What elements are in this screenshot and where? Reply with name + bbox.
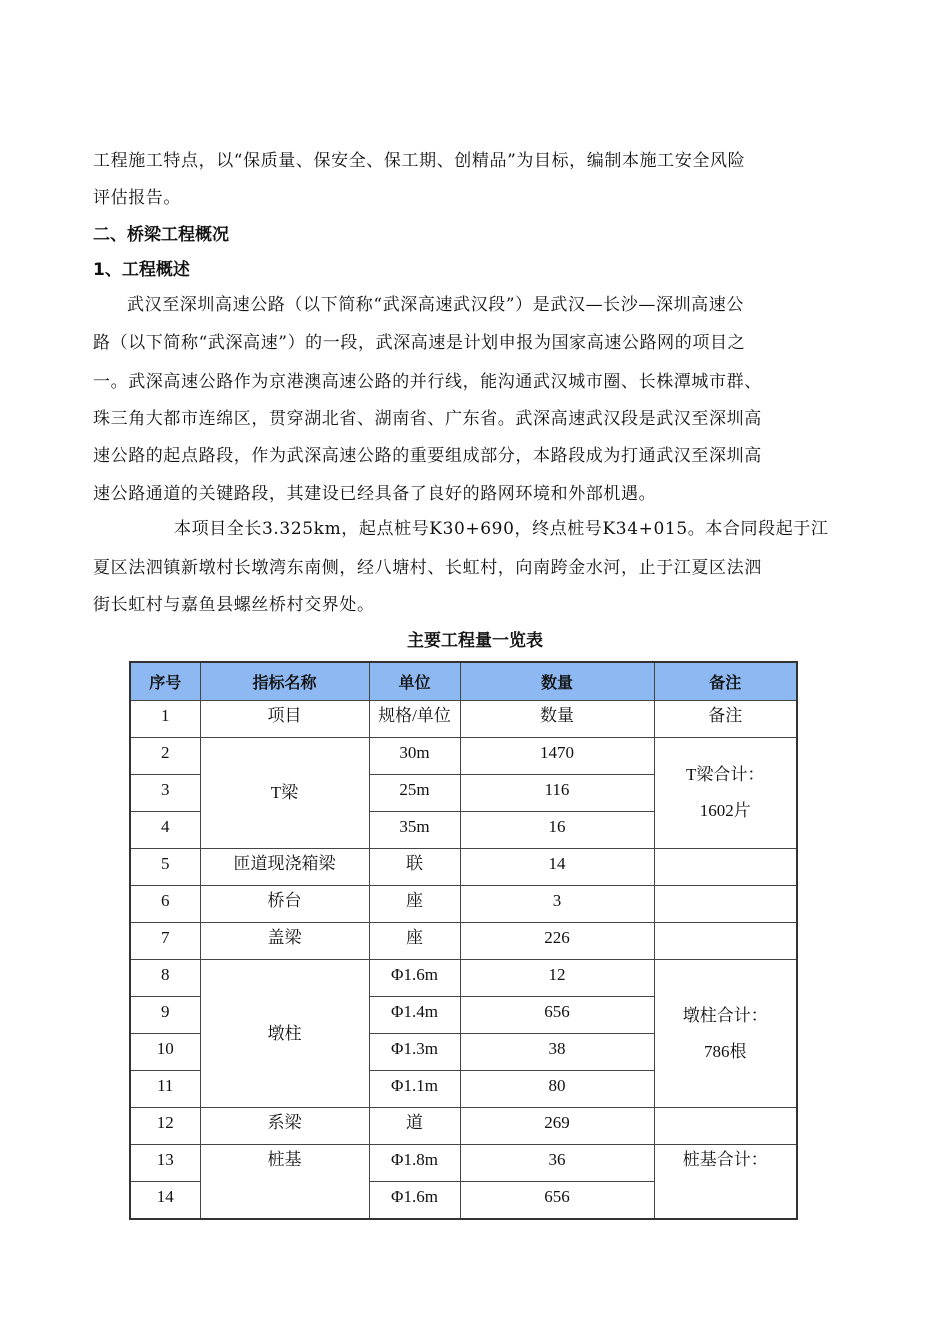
cell-name-merged: T梁 — [200, 738, 369, 849]
overview-line-5: 速公路的起点路段，作为武深高速公路的重要组成部分，本路段成为打通武汉至深圳高 — [93, 446, 762, 466]
cell-unit: 联 — [369, 849, 460, 886]
cell-note-merged — [654, 738, 797, 849]
cell-qty: 269 — [460, 1108, 654, 1145]
cell-qty: 36 — [460, 1145, 654, 1182]
cell-unit: 座 — [369, 886, 460, 923]
header-name: 指标名称 — [200, 662, 369, 701]
table-row — [130, 886, 797, 923]
cell-qty: 3 — [460, 886, 654, 923]
overview-line-4: 珠三角大都市连绵区，贯穿湖北省、湖南省、广东省。武深高速武汉段是武汉至深圳高 — [93, 409, 762, 429]
note-total-label: T梁合计： — [686, 765, 765, 784]
header-qty: 数量 — [460, 662, 654, 701]
cell-qty: 80 — [460, 1071, 654, 1108]
cell-qty: 226 — [460, 923, 654, 960]
table-row — [130, 960, 797, 997]
cell-no: 3 — [130, 775, 200, 812]
table-row — [130, 849, 797, 886]
cell-no: 5 — [130, 849, 200, 886]
cell-unit: 座 — [369, 923, 460, 960]
note-total-label: 墩柱合计： — [682, 1005, 768, 1025]
cell-qty: 12 — [460, 960, 654, 997]
cell-no: 9 — [130, 997, 200, 1034]
table-caption: 主要工程量一览表 — [407, 631, 543, 651]
cell-note — [654, 849, 797, 886]
note-total-value: 786根 — [704, 1041, 747, 1061]
cell-qty: 38 — [460, 1034, 654, 1071]
project-line-3: 街长虹村与嘉鱼县螺丝桥村交界处。 — [93, 595, 375, 615]
header-unit: 单位 — [369, 662, 460, 701]
cell-no: 2 — [130, 738, 200, 775]
cell-qty: 656 — [460, 997, 654, 1034]
table-header-row — [130, 662, 797, 701]
cell-no: 6 — [130, 886, 200, 923]
cell-name-merged: 桩基 — [200, 1145, 369, 1220]
cell-note — [654, 1108, 797, 1145]
table-row — [130, 923, 797, 960]
table-row — [130, 1108, 797, 1145]
cell-note-merged — [654, 960, 797, 1108]
project-line-2: 夏区法泗镇新墩村长墩湾东南侧，经八塘村、长虹村，向南跨金水河，止于江夏区法泗 — [93, 558, 762, 578]
table-row — [130, 738, 797, 775]
cell-qty: 656 — [460, 1182, 654, 1220]
project-line-1: 本项目全长3.325km，起点桩号K30+690，终点桩号K34+015。本合同段起于江 — [174, 519, 829, 539]
cell-no: 11 — [130, 1071, 200, 1108]
cell-note — [654, 886, 797, 923]
cell-no: 13 — [130, 1145, 200, 1182]
table-row — [130, 1145, 797, 1182]
cell-no: 8 — [130, 960, 200, 997]
cell-unit: Φ1.6m — [369, 960, 460, 997]
cell-name: 系梁 — [200, 1108, 369, 1145]
cell-no: 7 — [130, 923, 200, 960]
cell-no: 1 — [130, 701, 200, 738]
cell-name-merged: 墩柱 — [200, 960, 369, 1108]
cell-note: 备注 — [654, 701, 797, 738]
cell-name: 盖梁 — [200, 923, 369, 960]
quantity-table — [129, 661, 798, 1220]
section-heading: 二、桥梁工程概况 — [93, 225, 229, 245]
cell-name: 项目 — [200, 701, 369, 738]
cell-no: 12 — [130, 1108, 200, 1145]
cell-unit: 25m — [369, 775, 460, 812]
overview-line-3: 一。武深高速公路作为京港澳高速公路的并行线，能沟通武汉城市圈、长株潭城市群、 — [93, 372, 762, 392]
cell-no: 14 — [130, 1182, 200, 1220]
cell-qty: 116 — [460, 775, 654, 812]
cell-qty: 数量 — [460, 701, 654, 738]
cell-qty: 14 — [460, 849, 654, 886]
intro-line-2: 评估报告。 — [93, 188, 181, 208]
cell-qty: 1470 — [460, 738, 654, 775]
cell-unit: Φ1.6m — [369, 1182, 460, 1220]
cell-note — [654, 923, 797, 960]
overview-line-1: 武汉至深圳高速公路（以下简称“武深高速武汉段”）是武汉—长沙—深圳高速公 — [127, 295, 744, 315]
intro-line-1: 工程施工特点，以“保质量、保安全、保工期、创精品”为目标，编制本施工安全风险 — [93, 151, 746, 171]
cell-unit: 30m — [369, 738, 460, 775]
cell-no: 4 — [130, 812, 200, 849]
cell-unit: Φ1.1m — [369, 1071, 460, 1108]
overview-line-6: 速公路通道的关键路段，其建设已经具备了良好的路网环境和外部机遇。 — [93, 484, 657, 504]
cell-qty: 16 — [460, 812, 654, 849]
note-total-value: 1602片 — [699, 801, 751, 820]
cell-name: 匝道现浇箱梁 — [200, 849, 369, 886]
cell-unit: Φ1.8m — [369, 1145, 460, 1182]
header-no: 序号 — [130, 662, 200, 701]
sub-heading: 1、工程概述 — [93, 260, 190, 280]
cell-no: 10 — [130, 1034, 200, 1071]
cell-note-merged: 桩基合计： — [654, 1145, 797, 1220]
cell-name: 桥台 — [200, 886, 369, 923]
cell-unit: 道 — [369, 1108, 460, 1145]
cell-unit: Φ1.3m — [369, 1034, 460, 1071]
overview-line-2: 路（以下简称“武深高速”）的一段，武深高速是计划申报为国家高速公路网的项目之 — [93, 333, 746, 353]
table-row — [130, 701, 797, 738]
cell-unit: 规格/单位 — [369, 701, 460, 738]
cell-unit: 35m — [369, 812, 460, 849]
cell-unit: Φ1.4m — [369, 997, 460, 1034]
header-note: 备注 — [654, 662, 797, 701]
